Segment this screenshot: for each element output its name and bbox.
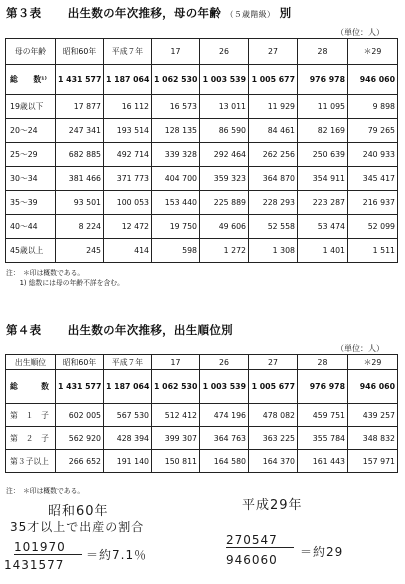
table4: [5, 354, 398, 473]
table4-header: 17: [152, 355, 200, 370]
cell-value: 93 501: [56, 191, 104, 215]
table4-header: 平成７年: [104, 355, 152, 370]
cell-value: 474 196: [200, 404, 249, 427]
table-row: [6, 143, 398, 167]
table4-header: 28: [298, 355, 348, 370]
handwritten-result-right: ＝約29: [300, 545, 344, 559]
table3-header: 平成７年: [104, 39, 152, 65]
cell-value: 345 417: [348, 167, 398, 191]
cell-value: 19 750: [152, 215, 200, 239]
cell-value: 17 877: [56, 95, 104, 119]
table4-header-row: [6, 355, 398, 370]
cell-value: 364 870: [249, 167, 298, 191]
table-row: [6, 191, 398, 215]
cell-value: 1 401: [298, 239, 348, 263]
row-label: 総 数¹⁾: [6, 65, 56, 95]
table4-unit: （単位：人）: [336, 344, 384, 353]
cell-value: 512 412: [152, 404, 200, 427]
table-row: [6, 215, 398, 239]
table3-number: 第３表: [6, 6, 42, 20]
table3-header-row: [6, 39, 398, 65]
cell-value: 250 639: [298, 143, 348, 167]
cell-value: 53 474: [298, 215, 348, 239]
cell-value: 1 511: [348, 239, 398, 263]
table-row: [6, 370, 398, 404]
cell-value: 79 265: [348, 119, 398, 143]
table3-header: 26: [200, 39, 249, 65]
cell-value: 11 095: [298, 95, 348, 119]
cell-value: 567 530: [104, 404, 152, 427]
handwritten-year-left: 昭和60年: [48, 504, 109, 519]
cell-value: 359 323: [200, 167, 249, 191]
cell-value: 1 431 577: [56, 65, 104, 95]
cell-value: 1 431 577: [56, 370, 104, 404]
cell-value: 193 514: [104, 119, 152, 143]
cell-value: 164 370: [249, 450, 298, 473]
cell-value: 1 062 530: [152, 370, 200, 404]
cell-value: 1 003 539: [200, 370, 249, 404]
cell-value: 157 971: [348, 450, 398, 473]
cell-value: 228 293: [249, 191, 298, 215]
cell-value: 1 272: [200, 239, 249, 263]
row-label: 35〜39: [6, 191, 56, 215]
cell-value: 262 256: [249, 143, 298, 167]
cell-value: 245: [56, 239, 104, 263]
cell-value: 153 440: [152, 191, 200, 215]
row-label: 第 ２ 子: [6, 427, 56, 450]
cell-value: 1 062 530: [152, 65, 200, 95]
table3-notes: [6, 268, 124, 288]
row-label: 30〜34: [6, 167, 56, 191]
table3-header: 27: [249, 39, 298, 65]
cell-value: 247 341: [56, 119, 104, 143]
row-label: 45歳以上: [6, 239, 56, 263]
cell-value: 354 911: [298, 167, 348, 191]
cell-value: 16 112: [104, 95, 152, 119]
cell-value: 381 466: [56, 167, 104, 191]
cell-value: 225 889: [200, 191, 249, 215]
handwritten-numerator-left: 101970: [14, 540, 82, 555]
cell-value: 1 187 064: [104, 370, 152, 404]
handwritten-year-right: 平成29年: [242, 498, 303, 513]
table-row: [6, 167, 398, 191]
cell-value: 164 580: [200, 450, 249, 473]
cell-value: 562 920: [56, 427, 104, 450]
cell-value: 11 929: [249, 95, 298, 119]
row-label: 第３子以上: [6, 450, 56, 473]
table-row: [6, 404, 398, 427]
cell-value: 13 011: [200, 95, 249, 119]
table4-header: 昭和60年: [56, 355, 104, 370]
cell-value: 1 005 677: [249, 65, 298, 95]
handwritten-numerator-right: 270547: [226, 533, 294, 548]
cell-value: 12 472: [104, 215, 152, 239]
cell-value: 371 773: [104, 167, 152, 191]
cell-value: 478 082: [249, 404, 298, 427]
cell-value: 52 099: [348, 215, 398, 239]
handwritten-denominator-right: 946060: [226, 553, 278, 567]
cell-value: 191 140: [104, 450, 152, 473]
cell-value: 9 898: [348, 95, 398, 119]
table-row: [6, 119, 398, 143]
cell-value: 399 307: [152, 427, 200, 450]
cell-value: 216 937: [348, 191, 398, 215]
cell-value: 1 187 064: [104, 65, 152, 95]
table-row: [6, 95, 398, 119]
cell-value: 414: [104, 239, 152, 263]
cell-value: 492 714: [104, 143, 152, 167]
cell-value: 223 287: [298, 191, 348, 215]
table3-header: 母の年齢: [6, 39, 56, 65]
table3-header: ＊29: [348, 39, 398, 65]
table4-number: 第４表: [6, 323, 42, 337]
cell-value: 240 933: [348, 143, 398, 167]
cell-value: 84 461: [249, 119, 298, 143]
table3-note: 注： ＊印は概数である。: [6, 269, 85, 277]
table3-title-small: （５歳階級）: [225, 10, 276, 19]
cell-value: 128 135: [152, 119, 200, 143]
cell-value: 86 590: [200, 119, 249, 143]
table3-note: 1) 総数には母の年齢不詳を含む。: [6, 279, 124, 287]
cell-value: 946 060: [348, 65, 398, 95]
table4-header: 出生順位: [6, 355, 56, 370]
cell-value: 8 224: [56, 215, 104, 239]
cell-value: 428 394: [104, 427, 152, 450]
cell-value: 266 652: [56, 450, 104, 473]
cell-value: 404 700: [152, 167, 200, 191]
table-row: [6, 65, 398, 95]
table3-title-text: 出生数の年次推移，母の年齢: [67, 6, 222, 20]
table4-header: ＊29: [348, 355, 398, 370]
cell-value: 976 978: [298, 65, 348, 95]
table-row: [6, 450, 398, 473]
handwritten-caption-left: 35才以上で出産の割合: [10, 520, 145, 534]
table3-header: 昭和60年: [56, 39, 104, 65]
table4-notes: [6, 486, 84, 496]
cell-value: 355 784: [298, 427, 348, 450]
table4-title: [6, 322, 233, 338]
cell-value: 150 811: [152, 450, 200, 473]
cell-value: 976 978: [298, 370, 348, 404]
cell-value: 161 443: [298, 450, 348, 473]
cell-value: 364 763: [200, 427, 249, 450]
table4-note: 注： ＊印は概数である。: [6, 487, 85, 495]
handwritten-denominator-left: 1431577: [4, 558, 65, 572]
table4-title-text: 出生数の年次推移，出生順位別: [67, 323, 233, 337]
table3-unit: （単位：人）: [336, 28, 384, 37]
cell-value: 1 308: [249, 239, 298, 263]
row-label: 40〜44: [6, 215, 56, 239]
cell-value: 16 573: [152, 95, 200, 119]
row-label: 第 １ 子: [6, 404, 56, 427]
cell-value: 946 060: [348, 370, 398, 404]
table-row: [6, 239, 398, 263]
cell-value: 348 832: [348, 427, 398, 450]
row-label: 19歳以下: [6, 95, 56, 119]
row-label: 20〜24: [6, 119, 56, 143]
table4-header: 27: [249, 355, 298, 370]
table3-header: 17: [152, 39, 200, 65]
table3-header: 28: [298, 39, 348, 65]
row-label: 25〜29: [6, 143, 56, 167]
cell-value: 339 328: [152, 143, 200, 167]
cell-value: 459 751: [298, 404, 348, 427]
table4-header: 26: [200, 355, 249, 370]
cell-value: 49 606: [200, 215, 249, 239]
cell-value: 1 005 677: [249, 370, 298, 404]
cell-value: 52 558: [249, 215, 298, 239]
cell-value: 682 885: [56, 143, 104, 167]
cell-value: 82 169: [298, 119, 348, 143]
table-row: [6, 427, 398, 450]
table3-title-tail: 別: [279, 6, 292, 20]
cell-value: 100 053: [104, 191, 152, 215]
cell-value: 439 257: [348, 404, 398, 427]
row-label: 総 数: [6, 370, 56, 404]
cell-value: 363 225: [249, 427, 298, 450]
table3-title: [6, 5, 291, 21]
cell-value: 602 005: [56, 404, 104, 427]
table3: [5, 38, 398, 263]
cell-value: 598: [152, 239, 200, 263]
cell-value: 292 464: [200, 143, 249, 167]
cell-value: 1 003 539: [200, 65, 249, 95]
handwritten-result-left: ＝約7.1％: [86, 548, 148, 562]
